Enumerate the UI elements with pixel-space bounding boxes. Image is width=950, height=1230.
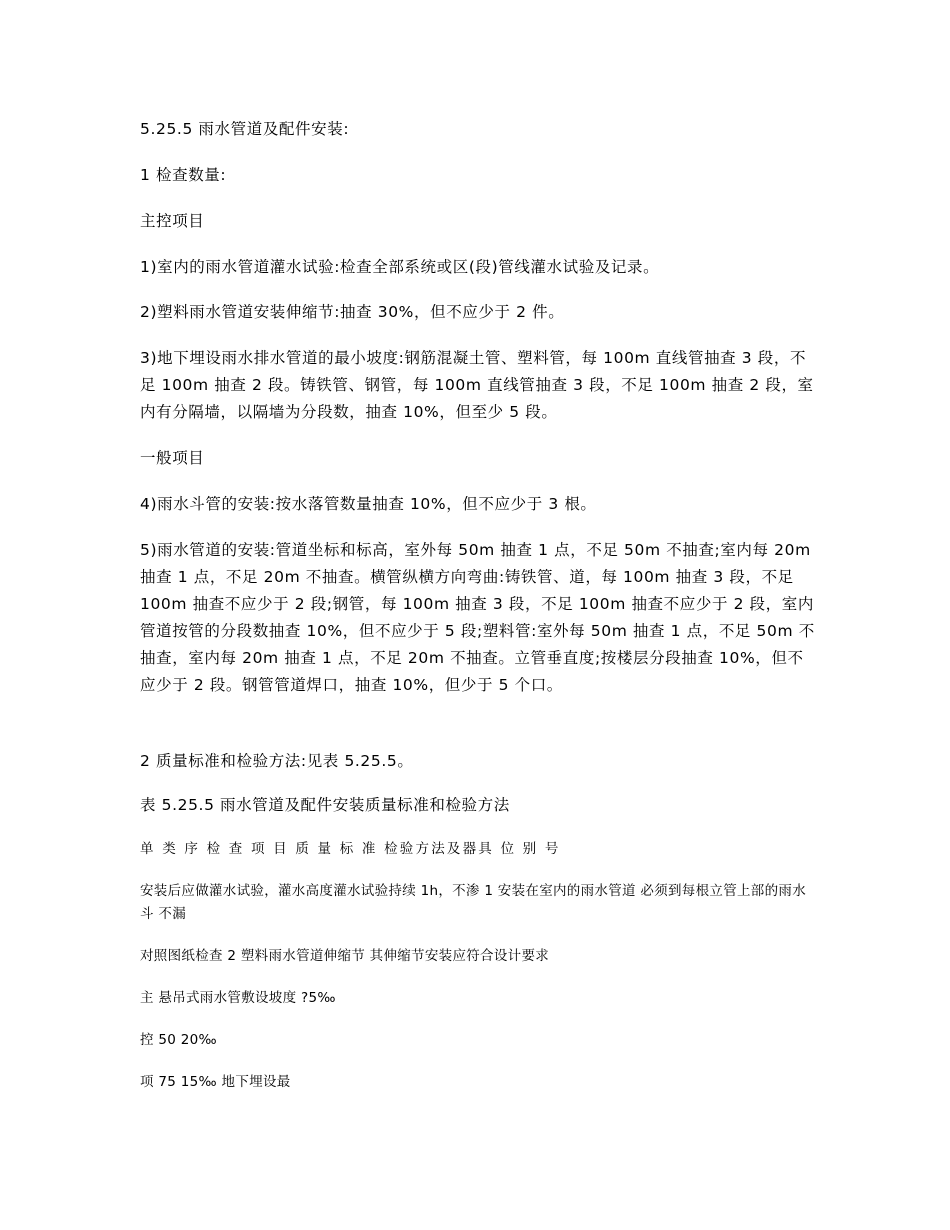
check-quantity-label: 1 检查数量: bbox=[140, 166, 227, 184]
table-header-row: 单 类 序 检 查 项 目 质 量 标 准 检验方法及器具 位 别 号 bbox=[140, 841, 561, 857]
table-row-5: 项 75 15‰ 地下埋设最 bbox=[140, 1074, 291, 1090]
quality-standard-label: 2 质量标准和检验方法:见表 5.25.5。 bbox=[140, 752, 414, 770]
table-row-2: 对照图纸检查 2 塑料雨水管道伸缩节 其伸缩节安装应符合设计要求 bbox=[140, 948, 550, 964]
paragraph-5: 5)雨水管道的安装:管道坐标和标高，室外每 50m 抽查 1 点，不足 50m 不抽查;室内每 20m 抽查 1 点，不足 20m 不抽查。横管纵横方向弯曲:铸铁管、道，每 100m 抽查 3 段，不足 100m 抽查不应少于 2 段;钢管，每 100m 抽查 3 段，不足 100m 抽查不应少于 2 段，室内管道按管的分段数抽查 10%，但不应少于 5 段;塑料管:室外每 50m 抽查 1 点，不足 50m 不抽查，室内每 20m 抽查 1 点，不足 20m 不抽查。立管垂直度;按楼层分段抽查 10%，但不应少于 2 段。钢管管道焊口，抽查 10%，但少于 5 个口。 bbox=[140, 541, 815, 694]
general-items-label: 一般项目 bbox=[140, 449, 205, 467]
main-items-label: 主控项目 bbox=[140, 212, 205, 230]
paragraph-2: 2)塑料雨水管道安装伸缩节:抽查 30%，但不应少于 2 件。 bbox=[140, 303, 565, 321]
paragraph-1: 1)室内的雨水管道灌水试验:检查全部系统或区(段)管线灌水试验及记录。 bbox=[140, 258, 660, 276]
table-row-3: 主 悬吊式雨水管敷设坡度 ?5‰ bbox=[140, 990, 336, 1006]
table-row-4: 控 50 20‰ bbox=[140, 1032, 217, 1048]
table-row-1: 安装后应做灌水试验，灌水高度灌水试验持续 1h，不渗 1 安装在室内的雨水管道 必须到每根立管上部的雨水斗 不漏 bbox=[140, 883, 806, 922]
section-heading: 5.25.5 雨水管道及配件安装: bbox=[140, 120, 350, 138]
table-title: 表 5.25.5 雨水管道及配件安装质量标准和检验方法 bbox=[140, 796, 510, 814]
paragraph-4: 4)雨水斗管的安装:按水落管数量抽查 10%，但不应少于 3 根。 bbox=[140, 495, 597, 513]
paragraph-3: 3)地下埋设雨水排水管道的最小坡度:钢筋混凝土管、塑料管，每 100m 直线管抽查 3 段，不足 100m 抽查 2 段。铸铁管、钢管，每 100m 直线管抽查 3 段，不足 100m 抽查 2 段，室内有分隔墙，以隔墙为分段数，抽查 10%，但至少 5 段。 bbox=[140, 349, 814, 421]
